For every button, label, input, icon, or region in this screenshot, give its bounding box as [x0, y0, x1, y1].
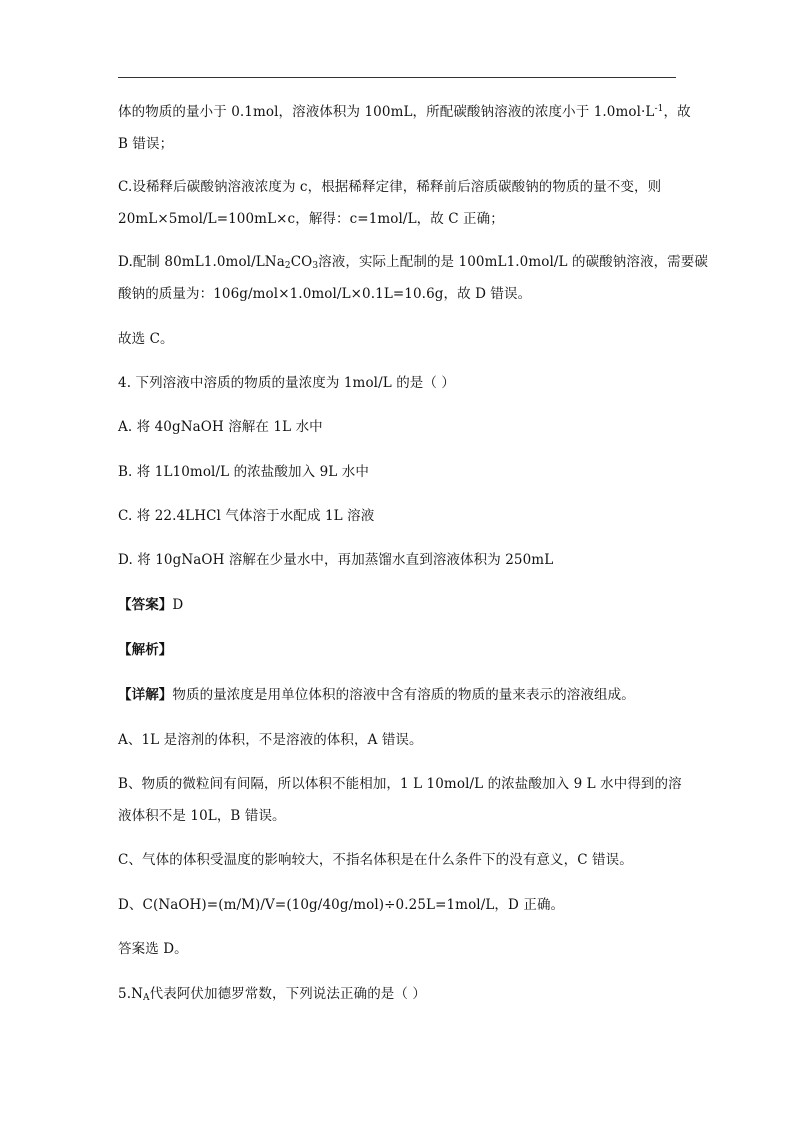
text-line: 体的物质的量小于 0.1mol，溶液体积为 100mL，所配碳酸钠溶液的浓度小于 $1.0mol\cdot L^{-1}$，故	[118, 104, 691, 120]
header-rule	[118, 77, 676, 78]
explanation-b-cont: 液体积不是 10L，B 错误。	[118, 808, 286, 824]
text-line: 20mL×5mol/L=100mL×c，解得：c=1mol/L，故 C 正确；	[118, 211, 504, 227]
text-line: 酸钠的质量为：106g/mol×1.0mol/L×0.1L=10.6g，故 D 错误。	[118, 286, 532, 302]
question-5: $5.N_A$代表阿伏加德罗常数，下列说法正确的是（ ）	[118, 986, 426, 1003]
text-line: B 错误；	[118, 136, 174, 152]
explanation-a: A、1L 是溶剂的体积，不是溶液的体积，A 错误。	[118, 732, 423, 748]
answer-line: 故选 C。	[118, 331, 174, 347]
answer-line: 答案选 D。	[118, 941, 188, 957]
text-line: D.配制 $80mL1.0mol/LNa_2CO_3$溶液，实际上配制的是 100mL1.0mol/L 的碳酸钠溶液，需要碳	[118, 254, 708, 271]
answer-value: D	[172, 597, 184, 613]
answer-label: 【答案】	[118, 597, 173, 613]
explanation-c: C、气体的体积受温度的影响较大，不指名体积是在什么条件下的没有意义，C 错误。	[118, 852, 633, 868]
option-a: A. 将 40gNaOH 溶解在 1L 水中	[118, 419, 323, 435]
answer-heading	[118, 596, 183, 614]
question-4: 4. 下列溶液中溶质的物质的量浓度为 1mol/L 的是（ ）	[118, 375, 455, 391]
option-b: B. 将 1L10mol/L 的浓盐酸加入 9L 水中	[118, 464, 369, 480]
explanation-b: B、物质的微粒间有间隔，所以体积不能相加，1 L 10mol/L 的浓盐酸加入 9 L 水中得到的溶	[118, 776, 682, 792]
option-d: D. 将 10gNaOH 溶解在少量水中，再加蒸馏水直到溶液体积为 250mL	[118, 552, 554, 568]
option-c: C. 将 22.4LHCl 气体溶于水配成 1L 溶液	[118, 508, 375, 524]
analysis-heading: 【解析】	[118, 642, 173, 658]
explanation-d: D、C(NaOH)=(m/M)/V=(10g/40g/mol)÷0.25L=1mol/L，D 正确。	[118, 897, 565, 913]
detail-line: 【详解】物质的量浓度是用单位体积的溶液中含有溶质的物质的量来表示的溶液组成。	[118, 687, 635, 703]
detail-label: 【详解】	[118, 687, 173, 703]
text-line: C.设稀释后碳酸钠溶液浓度为 c，根据稀释定律，稀释前后溶质碳酸钠的物质的量不变，则	[118, 179, 662, 195]
